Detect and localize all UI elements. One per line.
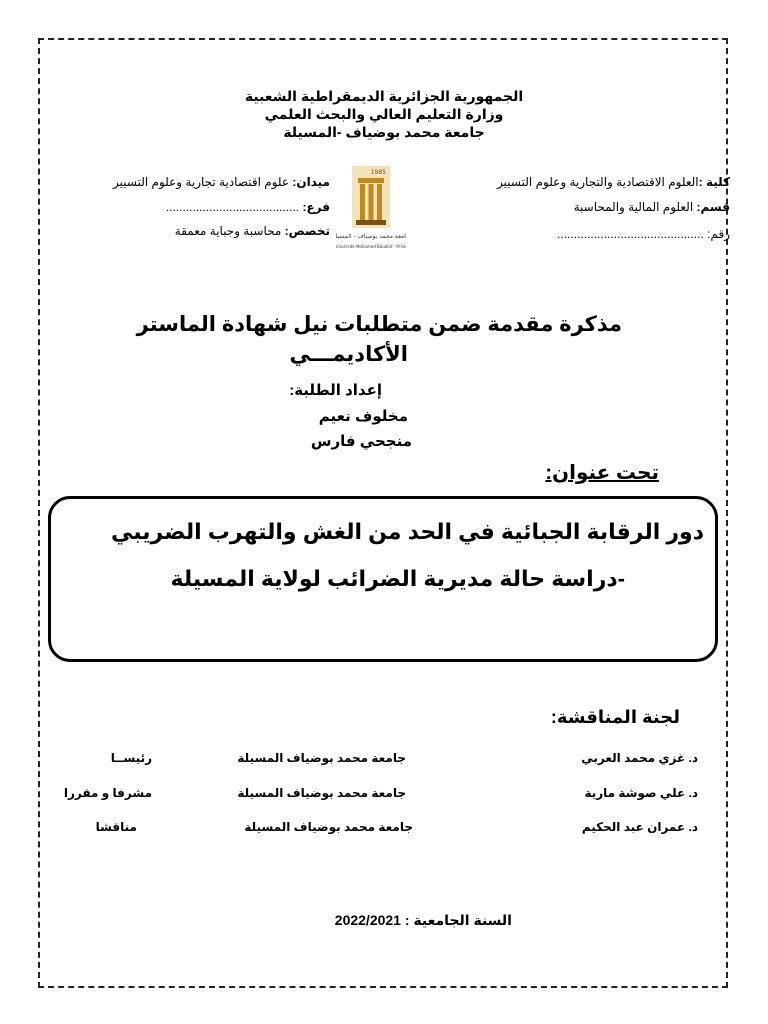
department-label: قسم:	[696, 200, 730, 214]
jury-member-2-role: مشرفا و مقررا	[63, 786, 152, 800]
academic-year-label: السنة الجامعية :	[404, 912, 512, 928]
specialty-label: تخصص:	[284, 224, 330, 238]
faculty-line	[497, 175, 730, 189]
logo-base	[356, 220, 386, 225]
branch-label: فرع:	[302, 200, 330, 214]
header-republic: الجمهورية الجزائرية الديمقراطية الشعبية	[244, 88, 524, 104]
number-value: ............................................	[557, 227, 704, 241]
department-line	[574, 200, 730, 214]
jury-member-1-name: د. غزي محمد العربي	[581, 751, 698, 765]
logo-year: 1985	[370, 169, 386, 176]
faculty-value: العلوم الاقتصادية والتجارية وعلوم التسيير	[497, 175, 699, 189]
number-line	[557, 227, 730, 241]
field-value: علوم اقتصادية تجارية وعلوم التسيير	[113, 175, 290, 189]
logo-caption-arabic: جامعة محمد بوضياف - المسيلة	[336, 233, 406, 240]
branch-line	[166, 200, 330, 214]
jury-heading: لجنة المناقشة:	[550, 707, 680, 727]
jury-member-2-university: جامعة محمد بوضياف المسيلة	[237, 786, 406, 800]
students-label: إعداد الطلبة:	[289, 382, 382, 399]
branch-value: ........................................	[165, 200, 300, 214]
specialty-value: محاسبة وجباية معمقة	[174, 224, 282, 238]
under-title-label: تحت عنوان:	[545, 462, 659, 484]
jury-member-3-name: د. عمران عبد الحكيم	[581, 820, 698, 834]
faculty-label: كلية :	[698, 175, 730, 189]
logo-roof	[358, 178, 384, 183]
topic-line2: -دراسة حالة مديرية الضرائب لولاية المسيلة	[170, 566, 625, 591]
thesis-title-line1: مذكرة مقدمة ضمن متطلبات نيل شهادة الماستر	[136, 313, 622, 336]
jury-member-2-name: د. علي صوشة مارية	[584, 786, 698, 800]
jury-member-3-role: مناقشا	[95, 820, 137, 834]
specialty-line	[175, 224, 330, 238]
number-label: رقم:	[707, 227, 730, 241]
field-line	[113, 175, 330, 189]
logo-caption-english: Université Mohamed Boudiaf - M'sila	[336, 244, 406, 249]
student-name-2: منجحي فارس	[310, 433, 412, 450]
academic-year-value: 2022/2021	[334, 912, 401, 928]
field-label: ميدان:	[292, 175, 330, 189]
logo-pillar-right	[377, 184, 382, 220]
jury-member-1-university: جامعة محمد بوضياف المسيلة	[237, 751, 406, 765]
jury-member-3-university: جامعة محمد بوضياف المسيلة	[244, 820, 413, 834]
logo-pillar-middle	[369, 184, 374, 220]
university-logo	[336, 164, 406, 262]
header-university: جامعة محمد بوضياف -المسيلة	[283, 124, 485, 140]
department-value: العلوم المالية والمحاسبة	[573, 200, 694, 214]
university-logo-graphic	[336, 164, 406, 262]
thesis-title-line2: الأكاديمـــي	[289, 343, 408, 366]
logo-pillar-left	[360, 184, 365, 220]
header-ministry: وزارة التعليم العالي والبحث العلمي	[264, 106, 504, 122]
topic-line1: دور الرقابة الجبائية في الحد من الغش والتهرب الضريبي	[111, 519, 704, 544]
jury-member-1-role: رئيســا	[110, 751, 152, 765]
student-name-1: مخلوف نعيم	[318, 408, 408, 425]
academic-year	[335, 912, 512, 929]
